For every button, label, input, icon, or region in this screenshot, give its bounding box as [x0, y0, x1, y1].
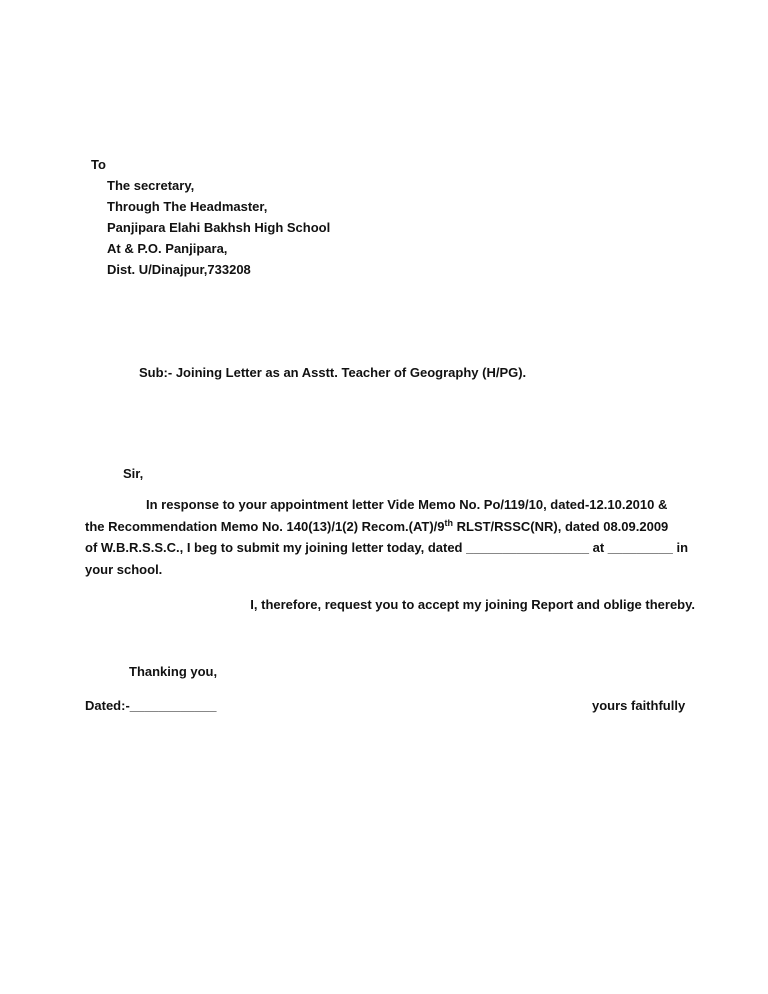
body-paragraph	[85, 497, 695, 583]
body-line-2-text	[85, 519, 668, 541]
address-line: Panjipara Elahi Bakhsh High School	[107, 220, 331, 235]
body-line-2-part-b: RLST/RSSC(NR), dated 08.09.2009	[453, 518, 669, 534]
body-line-1: In response to your appointment letter Vide Memo No. Po/119/10, dated-12.10.2010 &	[146, 497, 668, 512]
address-line: At & P.O. Panjipara,	[107, 241, 228, 256]
body-line-3: of W.B.R.S.S.C., I beg to submit my joining letter today, dated _________________ at _________ in	[85, 540, 689, 555]
body-line-2-part-a: the Recommendation Memo No. 140(13)/1(2) Recom.(AT)/9	[85, 518, 445, 534]
recipient-address	[107, 178, 330, 283]
address-line: The secretary,	[107, 178, 195, 193]
address-line: Dist. U/Dinajpur,733208	[107, 262, 251, 277]
request-sentence: I, therefore, request you to accept my joining Report and oblige thereby.	[250, 597, 695, 612]
to-label: To	[91, 157, 106, 172]
address-line: Through The Headmaster,	[107, 199, 268, 214]
superscript: th	[444, 517, 453, 528]
closing-line: yours faithfully	[592, 698, 686, 713]
subject-line: Sub:- Joining Letter as an Asstt. Teacher of Geography (H/PG).	[139, 365, 527, 380]
thanking-line: Thanking you,	[129, 664, 218, 679]
body-line-2	[85, 519, 695, 541]
dated-field: Dated:-____________	[85, 698, 217, 713]
body-line-4: your school.	[85, 561, 163, 577]
salutation: Sir,	[123, 466, 144, 481]
